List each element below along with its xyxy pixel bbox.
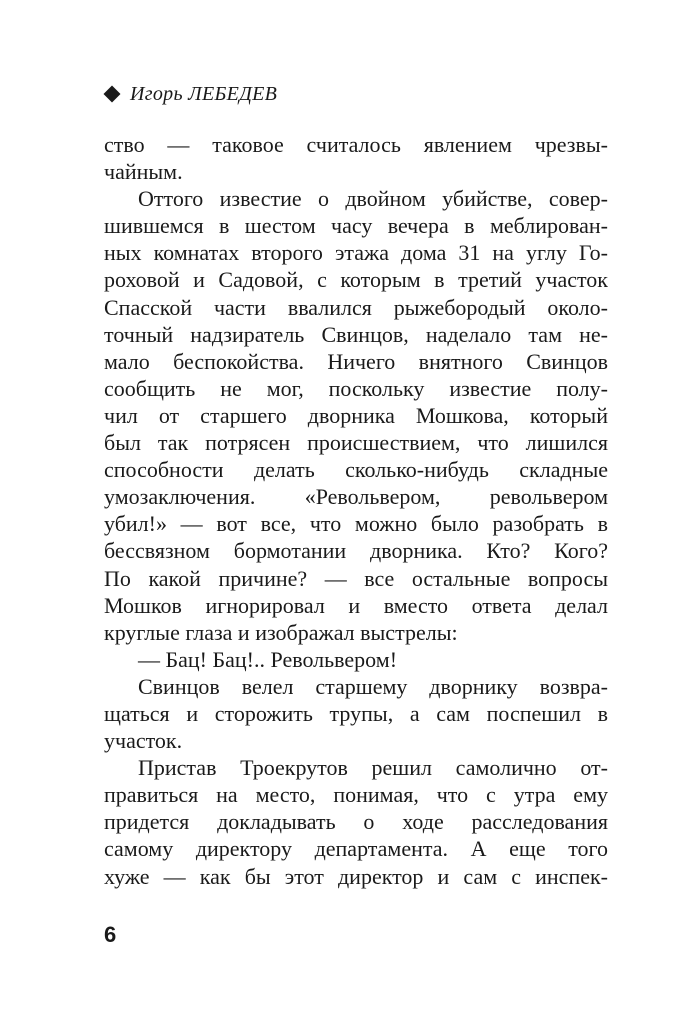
- text-line: мало беспокойства. Ничего внятного Свинцов: [104, 348, 608, 374]
- text-line: сообщить не мог, поскольку известие полу-: [104, 375, 608, 401]
- text-line: хуже — как бы этот директор и сам с инспек-: [104, 863, 608, 889]
- text-line: ных комнатах второго этажа дома 31 на углу Го-: [104, 240, 608, 266]
- text-line: чил от старшего дворника Мошкова, который: [104, 402, 608, 428]
- text-line: участок.: [104, 728, 183, 754]
- text-line: По какой причине? — все остальные вопросы: [104, 565, 608, 591]
- text-line: Свинцов велел старшему дворнику возвра-: [138, 673, 608, 699]
- text-line: убил!» — вот все, что можно было разобрать в: [104, 511, 608, 537]
- text-line: щаться и сторожить трупы, а сам поспешил в: [104, 700, 608, 726]
- text-line: Пристав Троекрутов решил самолично от-: [138, 755, 608, 781]
- text-line: был так потрясен происшествием, что лишился: [104, 430, 608, 456]
- diamond-icon: [104, 86, 121, 103]
- author-name: Игорь ЛЕБЕДЕВ: [130, 82, 278, 105]
- text-line: точный надзиратель Свинцов, наделало там не-: [104, 321, 608, 347]
- text-line: умозаключения. «Револьвером, револьвером: [104, 484, 608, 510]
- text-line: Мошков игнорировал и вместо ответа делал: [104, 592, 608, 618]
- text-line: круглые глаза и изображал выстрелы:: [104, 619, 458, 645]
- text-line: шившемся в шестом часу вечера в меблирован-: [104, 213, 608, 239]
- text-line: Оттого известие о двойном убийстве, совер-: [138, 186, 608, 212]
- text-line: правиться на место, понимая, что с утра ему: [104, 782, 608, 808]
- text-line: Спасской части ввалился рыжебородый околo-: [104, 294, 608, 320]
- text-line: бессвязном бормотании дворника. Кто? Кого?: [104, 538, 608, 564]
- running-header: [104, 83, 277, 105]
- text-line: чайным.: [104, 159, 183, 185]
- body-text: [104, 131, 608, 890]
- text-line: — Бац! Бац!.. Револьвером!: [138, 646, 398, 672]
- page-number: 6: [104, 922, 117, 947]
- text-line: способности делать сколько-нибудь складные: [104, 457, 608, 483]
- text-line: самому директору департамента. А еще того: [104, 836, 608, 862]
- text-line: роховой и Садовой, с которым в третий участок: [104, 267, 608, 293]
- text-line: придется докладывать о ходе расследования: [104, 809, 608, 835]
- text-line: ство — таковое считалось явлением чрезвы-: [104, 132, 608, 157]
